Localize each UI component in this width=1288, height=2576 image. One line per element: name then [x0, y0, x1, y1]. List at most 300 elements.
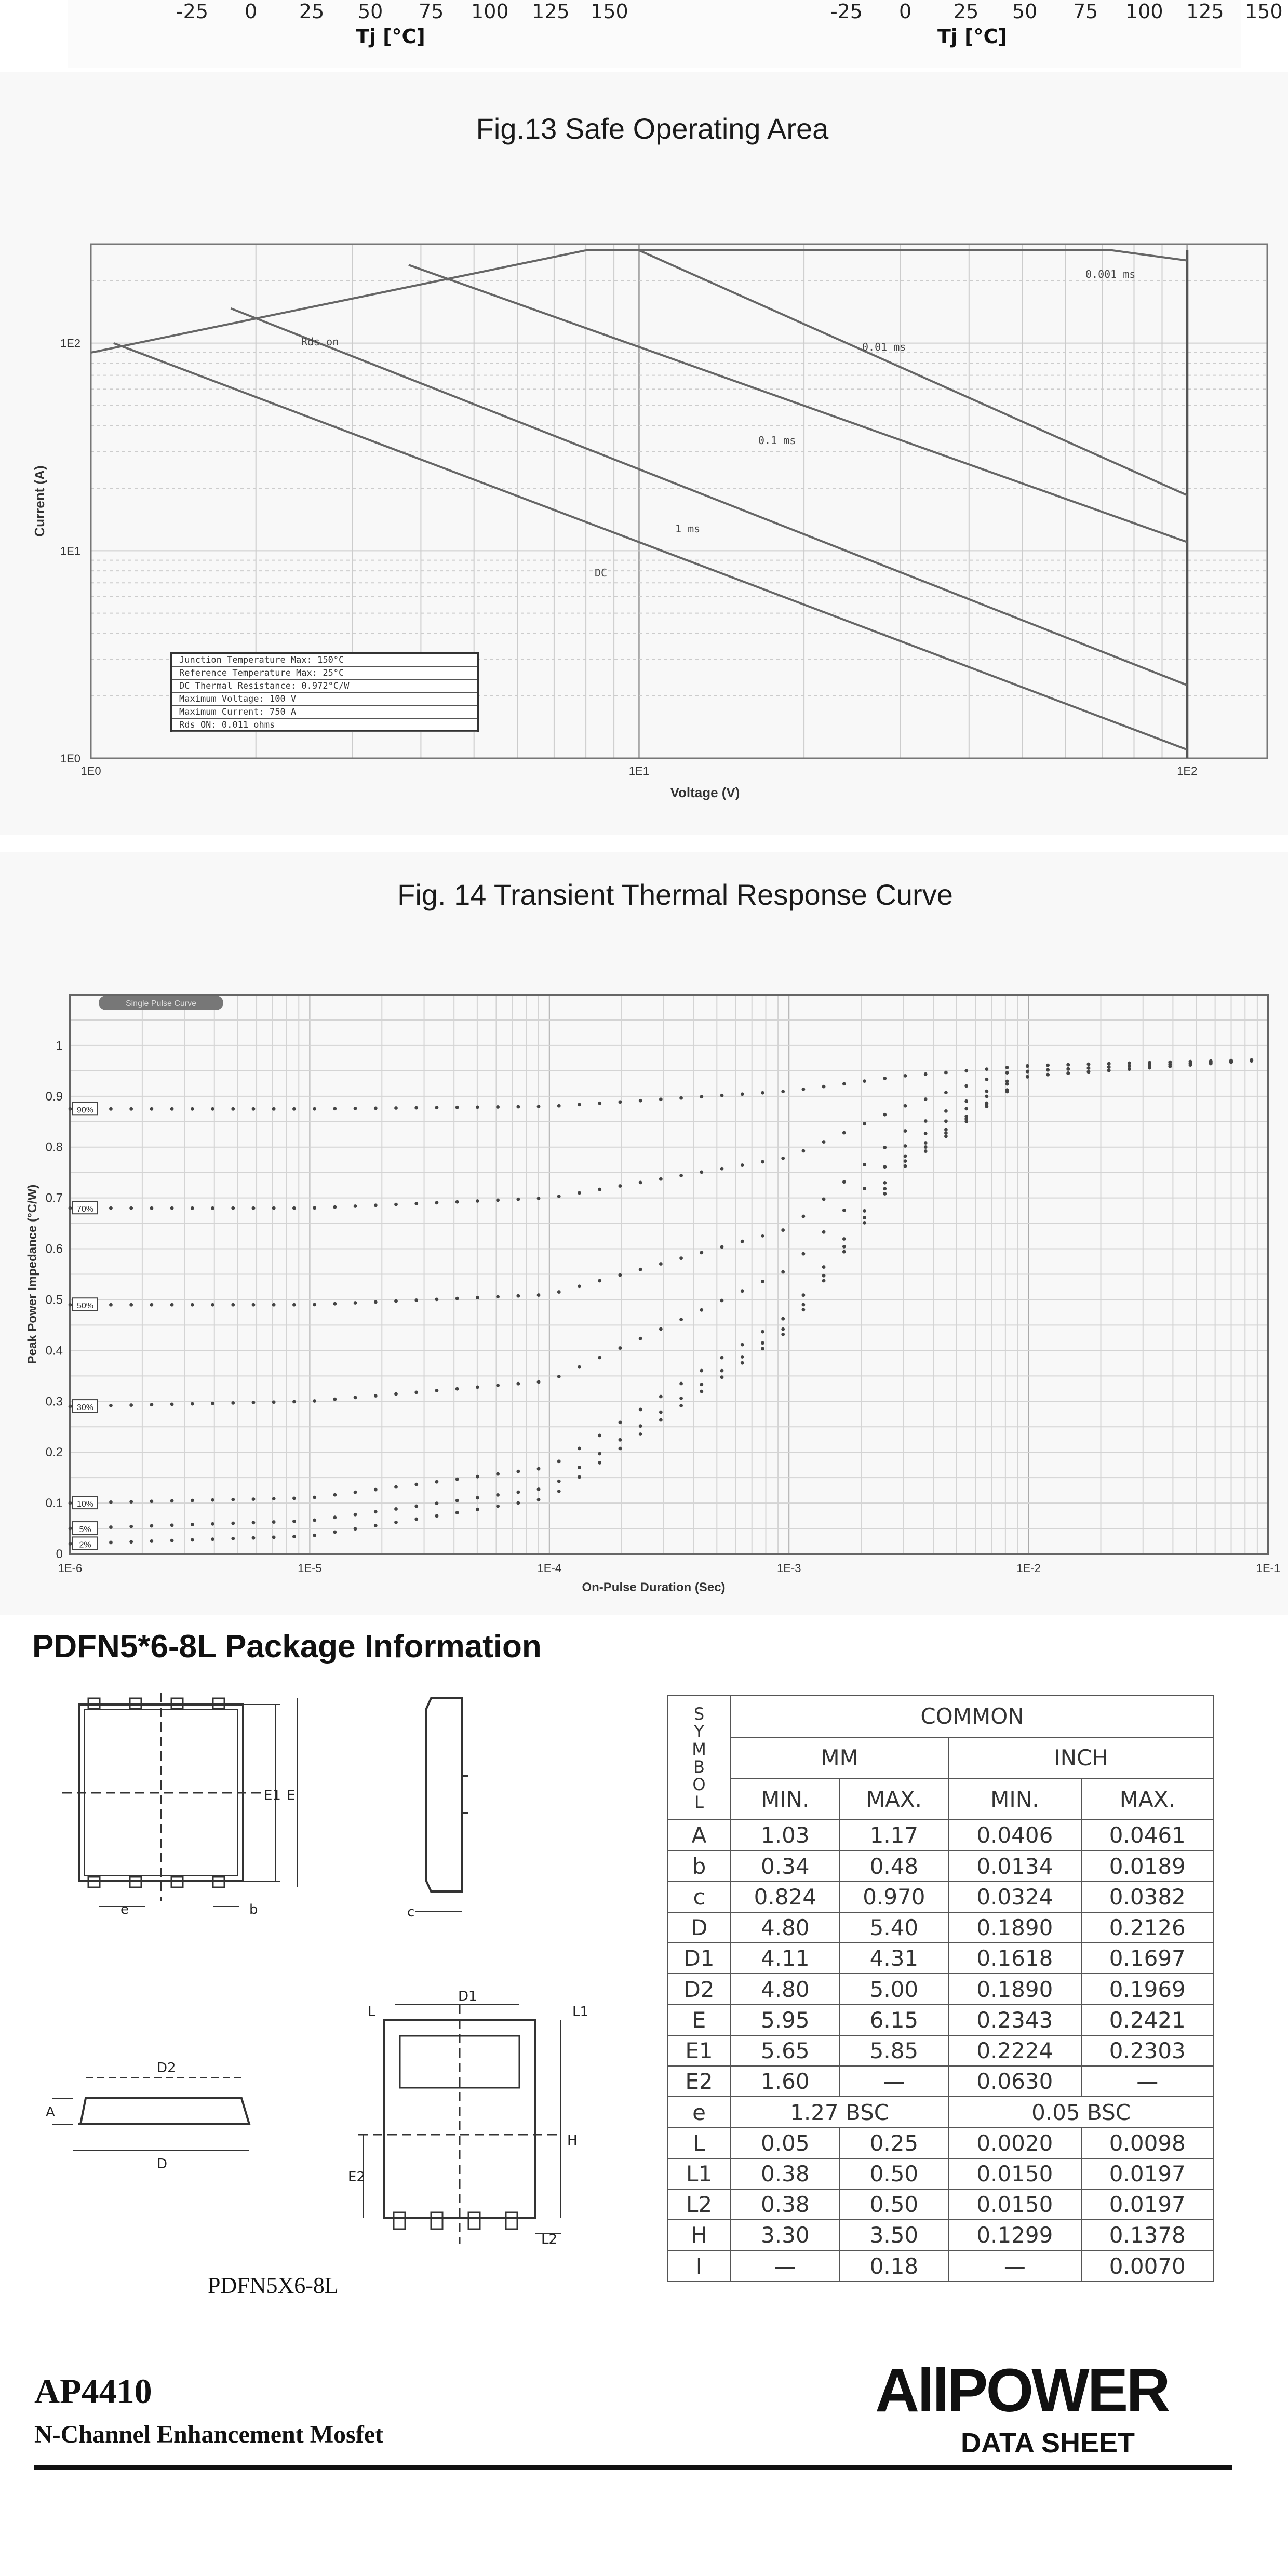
tt-point — [883, 1165, 887, 1169]
tj-tick-label: 100 — [471, 0, 509, 23]
value-cell: 0.18 — [840, 2251, 949, 2282]
tt-point — [619, 1447, 622, 1451]
tt-point — [537, 1197, 541, 1200]
tt-point — [1148, 1066, 1151, 1069]
tt-point — [822, 1230, 826, 1234]
dimension-label: D — [157, 2156, 168, 2172]
tt-duty-label: 2% — [79, 1540, 91, 1550]
tt-point — [1087, 1063, 1091, 1066]
tt-point — [1066, 1071, 1070, 1075]
tt-y-tick: 0.4 — [45, 1344, 63, 1358]
tt-point — [313, 1519, 316, 1522]
tt-point — [231, 1303, 235, 1307]
value-cell: 1.17 — [840, 1820, 949, 1850]
value-cell: 0.0197 — [1081, 2158, 1214, 2189]
part-number: AP4410 — [34, 2371, 152, 2411]
tt-point — [761, 1280, 764, 1283]
value-cell: 0.0098 — [1081, 2128, 1214, 2158]
tt-point — [944, 1119, 948, 1123]
inch-bsc-cell: 0.05 BSC — [948, 2097, 1214, 2127]
value-cell: 0.38 — [731, 2189, 840, 2220]
tt-point — [496, 1505, 500, 1508]
tt-y-tick: 0.2 — [45, 1445, 63, 1460]
tt-point — [1229, 1061, 1233, 1064]
tt-point — [109, 1541, 113, 1545]
tt-point — [578, 1446, 581, 1450]
tt-point — [944, 1135, 948, 1138]
tt-point — [822, 1279, 826, 1283]
tt-point — [578, 1475, 581, 1479]
tj-tick-label: 50 — [358, 0, 383, 23]
tt-point — [374, 1203, 378, 1207]
tt-point — [516, 1491, 520, 1494]
tt-point — [557, 1290, 561, 1294]
soa-y-tick: 1E1 — [60, 544, 81, 558]
symbol-cell: E2 — [667, 2066, 731, 2097]
brand-logo: AllPOWER — [875, 2356, 1169, 2425]
value-cell: 0.0134 — [948, 1851, 1081, 1882]
tt-point — [781, 1317, 785, 1321]
tt-point — [394, 1299, 398, 1303]
soa-x-tick: 1E2 — [1177, 764, 1198, 777]
value-cell: 5.85 — [840, 2035, 949, 2066]
soa-legend-entry: Maximum Voltage: 100 V — [179, 694, 297, 704]
dimensions-table — [667, 1695, 1214, 2282]
minmax-header: MIN. — [948, 1779, 1081, 1820]
tt-point — [679, 1096, 683, 1100]
tt-point — [150, 1107, 153, 1111]
tt-point — [598, 1452, 601, 1456]
tt-point — [109, 1404, 113, 1407]
tt-point — [313, 1496, 316, 1499]
soa-line-label: DC — [595, 567, 608, 579]
dimension-label: A — [46, 2104, 55, 2120]
tt-point — [1046, 1064, 1050, 1067]
tt-point — [842, 1209, 846, 1212]
tj-axis-right-label: Tj [°C] — [937, 25, 1007, 48]
tt-point — [1046, 1068, 1050, 1072]
tt-point — [842, 1180, 846, 1184]
tt-point — [252, 1497, 256, 1501]
tt-point — [272, 1206, 276, 1210]
tt-point — [557, 1480, 561, 1483]
tt-point — [333, 1493, 337, 1497]
tt-point — [1209, 1062, 1213, 1065]
tj-tick-label: 150 — [1245, 0, 1283, 23]
value-cell: 0.1378 — [1081, 2220, 1214, 2250]
tt-point — [904, 1144, 907, 1148]
tt-point — [659, 1411, 663, 1414]
fig14-title: Fig. 14 Transient Thermal Response Curve — [397, 878, 953, 911]
value-cell: 0.50 — [840, 2158, 949, 2189]
tt-point — [679, 1174, 683, 1177]
tt-point — [191, 1303, 194, 1307]
dimension-label: E — [287, 1788, 296, 1803]
tt-point — [639, 1337, 642, 1340]
tt-series — [69, 1058, 1254, 1408]
package-dimension-labels — [46, 1788, 588, 2247]
tt-point — [904, 1074, 907, 1078]
tt-point — [333, 1302, 337, 1306]
symbol-cell: L2 — [667, 2189, 731, 2220]
tt-point — [883, 1146, 887, 1149]
tt-point — [619, 1438, 622, 1442]
value-cell: 0.0150 — [948, 2158, 1081, 2189]
value-cell: 0.0189 — [1081, 1851, 1214, 1882]
symbol-cell: D1 — [667, 1943, 731, 1974]
tt-point — [619, 1421, 622, 1425]
tt-point — [476, 1199, 479, 1203]
tt-point — [292, 1107, 296, 1111]
tt-point — [435, 1514, 439, 1518]
tt-point — [578, 1284, 581, 1288]
tt-point — [414, 1505, 418, 1508]
fig13-title: Fig.13 Safe Operating Area — [476, 112, 829, 145]
symbol-cell: L1 — [667, 2158, 731, 2189]
tt-point — [109, 1500, 113, 1504]
tt-y-label: Peak Power Impedance (°C/W) — [25, 1184, 39, 1364]
tt-point — [211, 1498, 214, 1502]
symbol-cell: H — [667, 2220, 731, 2250]
tt-point — [129, 1525, 133, 1528]
soa-legend-entry: Maximum Current: 750 A — [179, 707, 297, 717]
tt-point — [455, 1387, 459, 1391]
part-subtitle: N-Channel Enhancement Mosfet — [34, 2421, 383, 2448]
tt-duty-label: 30% — [76, 1403, 94, 1413]
tt-point — [231, 1206, 235, 1210]
tt-x-tick: 1E-6 — [58, 1562, 83, 1575]
symbol-letter: M — [692, 1739, 706, 1759]
tt-point — [700, 1390, 703, 1393]
tt-point — [231, 1522, 235, 1525]
table-row — [667, 1912, 1214, 1943]
tj-tick-label: 75 — [1073, 0, 1098, 23]
tt-point — [455, 1499, 459, 1502]
tt-point — [476, 1385, 479, 1389]
value-cell: 0.2303 — [1081, 2035, 1214, 2066]
tt-point — [720, 1369, 724, 1373]
tj-tick-label: 125 — [532, 0, 570, 23]
symbol-cell: b — [667, 1851, 731, 1882]
tt-series — [69, 1059, 1254, 1530]
tt-point — [659, 1097, 663, 1101]
value-cell: 0.0197 — [1081, 2189, 1214, 2220]
tt-point — [781, 1228, 785, 1232]
tt-point — [1046, 1073, 1050, 1077]
tt-point — [883, 1113, 887, 1117]
dimension-label: b — [249, 1902, 258, 1917]
tt-point — [842, 1245, 846, 1249]
tt-point — [272, 1400, 276, 1404]
transient-thermal-chart — [0, 976, 1288, 1600]
tt-point — [904, 1104, 907, 1108]
tt-point — [354, 1491, 357, 1494]
tt-point — [741, 1092, 744, 1096]
soa-x-label: Voltage (V) — [670, 785, 740, 800]
tj-axis-right-ticks — [743, 0, 1288, 31]
tt-point — [964, 1099, 968, 1103]
soa-legend-entry: Junction Temperature Max: 150°C — [179, 655, 344, 665]
soa-legend-entry: Reference Temperature Max: 25°C — [179, 668, 344, 678]
tt-point — [496, 1295, 500, 1298]
tt-point — [944, 1109, 948, 1113]
tt-point — [69, 1405, 72, 1408]
tt-point — [292, 1303, 296, 1307]
symbol-cell: c — [667, 1882, 731, 1912]
tt-point — [170, 1206, 174, 1210]
tt-series — [69, 1059, 1254, 1505]
value-cell: 0.0630 — [948, 2066, 1081, 2097]
tt-point — [700, 1095, 703, 1098]
tt-point — [231, 1537, 235, 1540]
value-cell: 0.0461 — [1081, 1820, 1214, 1850]
tt-point — [69, 1501, 72, 1505]
tt-point — [414, 1390, 418, 1394]
value-cell: 0.0020 — [948, 2128, 1081, 2158]
tj-tick-label: 0 — [899, 0, 912, 23]
tt-point — [761, 1160, 764, 1164]
value-cell: 4.11 — [731, 1943, 840, 1974]
tt-point — [700, 1251, 703, 1254]
tt-point — [435, 1106, 439, 1109]
tt-point — [516, 1501, 520, 1505]
table-row — [667, 1820, 1214, 1850]
tt-series — [69, 1058, 1254, 1111]
tt-point — [252, 1107, 256, 1111]
symbol-letter: Y — [694, 1721, 704, 1741]
symbol-cell: I — [667, 2251, 731, 2282]
soa-line-label: Rds on — [301, 336, 339, 348]
tt-point — [414, 1483, 418, 1486]
tt-point — [1107, 1069, 1111, 1072]
tt-point — [292, 1520, 296, 1523]
tt-point — [904, 1129, 907, 1133]
tt-point — [476, 1105, 479, 1109]
value-cell: 0.25 — [840, 2128, 949, 2158]
soa-line-label: 1 ms — [675, 522, 701, 535]
value-cell: 0.2126 — [1081, 1912, 1214, 1943]
value-cell: 0.1890 — [948, 1912, 1081, 1943]
tt-point — [1026, 1075, 1029, 1079]
tt-point — [516, 1198, 520, 1201]
tt-point — [333, 1515, 337, 1519]
tj-tick-label: 150 — [591, 0, 628, 23]
value-cell: — — [948, 2251, 1081, 2282]
footer-rule — [34, 2465, 1232, 2470]
tt-point — [720, 1245, 724, 1249]
value-cell: 3.50 — [840, 2220, 949, 2250]
tt-point — [964, 1120, 968, 1123]
tt-point — [1005, 1082, 1009, 1086]
tt-point — [272, 1303, 276, 1307]
table-row — [667, 1943, 1214, 1974]
tt-point — [435, 1501, 439, 1505]
symbol-cell: D2 — [667, 1974, 731, 2004]
tt-point — [516, 1294, 520, 1298]
tt-point — [720, 1299, 724, 1303]
tt-point — [292, 1535, 296, 1538]
tt-point — [211, 1402, 214, 1405]
datasheet-label: DATA SHEET — [961, 2427, 1135, 2459]
tt-y-tick: 0 — [56, 1547, 63, 1561]
dimension-label: E1 — [264, 1788, 281, 1803]
tt-point — [170, 1523, 174, 1527]
tt-point — [801, 1293, 805, 1297]
tt-point — [639, 1432, 642, 1436]
tt-point — [904, 1155, 907, 1158]
tt-point — [272, 1536, 276, 1539]
tt-point — [863, 1122, 866, 1125]
tt-point — [619, 1100, 622, 1104]
tt-point — [639, 1424, 642, 1428]
table-row — [667, 2005, 1214, 2035]
tt-point — [537, 1467, 541, 1471]
tt-point — [150, 1303, 153, 1307]
tj-tick-label: 125 — [1186, 0, 1224, 23]
tt-point — [1026, 1064, 1029, 1068]
tt-point — [1005, 1090, 1009, 1094]
tt-point — [476, 1508, 479, 1511]
tt-point — [496, 1198, 500, 1202]
tt-point — [720, 1356, 724, 1360]
value-cell: 0.1969 — [1081, 1974, 1214, 2004]
mm-header: MM — [731, 1737, 948, 1779]
tt-point — [374, 1300, 378, 1304]
tt-point — [394, 1485, 398, 1489]
tt-point — [109, 1107, 113, 1111]
value-cell: — — [1081, 2066, 1214, 2097]
tt-x-label: On-Pulse Duration (Sec) — [582, 1580, 726, 1594]
tt-point — [313, 1206, 316, 1210]
tt-point — [272, 1107, 276, 1111]
tt-point — [659, 1177, 663, 1181]
tt-point — [924, 1141, 928, 1145]
tj-tick-label: -25 — [830, 0, 863, 23]
tt-point — [883, 1077, 887, 1080]
tt-point — [761, 1234, 764, 1238]
tt-point — [924, 1119, 928, 1123]
tt-point — [394, 1203, 398, 1206]
table-row — [667, 2158, 1214, 2189]
tt-point — [741, 1361, 744, 1365]
soa-series-line — [409, 265, 1187, 542]
tt-point — [150, 1524, 153, 1528]
tt-point — [537, 1380, 541, 1384]
tt-point — [557, 1375, 561, 1378]
tt-point — [354, 1204, 357, 1208]
tt-point — [578, 1191, 581, 1195]
tt-point — [598, 1102, 601, 1105]
tt-point — [231, 1107, 235, 1111]
dimension-label: c — [407, 1904, 415, 1920]
tt-point — [1128, 1067, 1131, 1071]
tt-point — [700, 1369, 703, 1373]
tt-point — [801, 1303, 805, 1307]
tt-point — [639, 1268, 642, 1271]
tt-point — [679, 1382, 683, 1386]
tt-point — [944, 1071, 948, 1075]
tt-point — [639, 1180, 642, 1184]
tt-point — [598, 1188, 601, 1191]
tt-point — [1005, 1071, 1009, 1075]
tt-point — [129, 1540, 133, 1544]
tj-axis-left-label: Tj [°C] — [356, 25, 425, 48]
tt-point — [252, 1206, 256, 1210]
table-row — [667, 2097, 1214, 2127]
tt-point — [1066, 1067, 1070, 1071]
tt-point — [1026, 1070, 1029, 1074]
tt-point — [496, 1105, 500, 1109]
tt-point — [414, 1106, 418, 1110]
table-row — [667, 2251, 1214, 2282]
tt-point — [944, 1128, 948, 1132]
tt-point — [598, 1279, 601, 1283]
tt-point — [476, 1496, 479, 1499]
tt-point — [516, 1382, 520, 1386]
tt-point — [741, 1163, 744, 1167]
tt-point — [129, 1500, 133, 1504]
tt-point — [129, 1403, 133, 1407]
tt-point — [333, 1398, 337, 1401]
tt-point — [1005, 1066, 1009, 1069]
soa-line-label: 0.001 ms — [1085, 268, 1136, 280]
tt-point — [578, 1365, 581, 1369]
tt-point — [639, 1099, 642, 1103]
tt-point — [679, 1404, 683, 1407]
tt-point — [455, 1297, 459, 1300]
dimension-label: E2 — [348, 2169, 365, 2185]
tt-point — [741, 1343, 744, 1347]
tt-point — [69, 1303, 72, 1307]
tt-point — [455, 1478, 459, 1481]
tt-point — [150, 1403, 153, 1406]
tt-point — [985, 1078, 988, 1081]
tt-point — [150, 1539, 153, 1543]
dimension-label: H — [567, 2133, 578, 2149]
tt-point — [1107, 1062, 1111, 1066]
tt-point — [964, 1069, 968, 1072]
tt-point — [516, 1470, 520, 1473]
soa-x-tick: 1E0 — [81, 764, 101, 777]
tt-point — [252, 1303, 256, 1307]
tt-point — [842, 1237, 846, 1241]
table-row — [667, 1882, 1214, 1912]
tt-point — [781, 1333, 785, 1336]
soa-y-tick: 1E0 — [60, 752, 81, 765]
tt-point — [700, 1170, 703, 1174]
tt-point — [1066, 1063, 1070, 1067]
soa-legend — [171, 653, 478, 731]
value-cell: 0.0070 — [1081, 2251, 1214, 2282]
value-cell: 0.0406 — [948, 1820, 1081, 1850]
table-row — [667, 2189, 1214, 2220]
tt-point — [822, 1265, 826, 1269]
tt-point — [863, 1216, 866, 1219]
value-cell: 0.50 — [840, 2189, 949, 2220]
tt-point — [354, 1527, 357, 1531]
tt-duty-label: 50% — [76, 1302, 94, 1311]
value-cell: 0.1697 — [1081, 1943, 1214, 1974]
tt-point — [211, 1537, 214, 1541]
tt-point — [150, 1499, 153, 1503]
tt-point — [496, 1493, 500, 1497]
dimension-label: D2 — [157, 2060, 176, 2076]
tj-tick-label: 50 — [1012, 0, 1038, 23]
table-row — [667, 2220, 1214, 2250]
soa-chart — [0, 218, 1288, 945]
tt-y-tick: 0.1 — [45, 1496, 63, 1511]
value-cell: 1.03 — [731, 1820, 840, 1850]
